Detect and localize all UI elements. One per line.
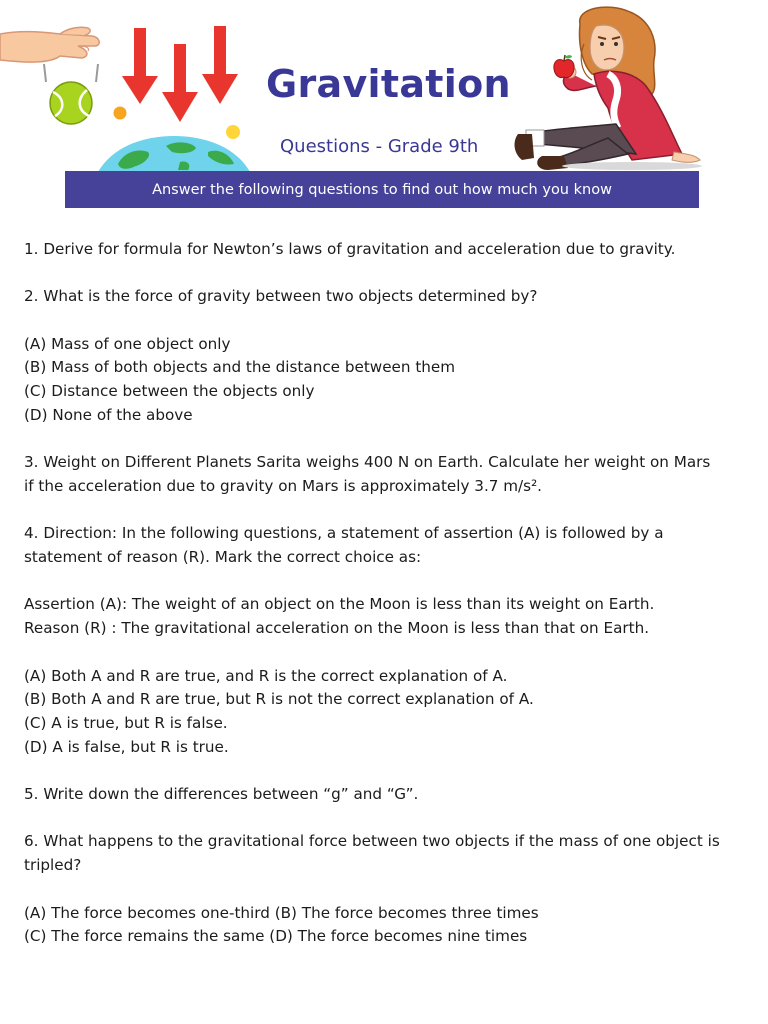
q4-reason: Reason (R) : The gravitational acceleration on the Moon is less than that on Earth. xyxy=(24,619,650,638)
down-arrow-icon xyxy=(160,44,200,126)
q2-option-c: (C) Distance between the objects only xyxy=(24,382,315,401)
question-list xyxy=(24,238,746,949)
q2-option-d: (D) None of the above xyxy=(24,405,193,424)
question-3-line-1: 3. Weight on Different Planets Sarita weighs 400 N on Earth. Calculate her weight on Mars xyxy=(24,453,711,472)
q6-options-row-1: (A) The force becomes one-third (B) The force becomes three times xyxy=(24,903,539,922)
question-2: 2. What is the force of gravity between two objects determined by? xyxy=(24,287,538,306)
q2-option-a: (A) Mass of one object only xyxy=(24,334,231,353)
question-6-line-1: 6. What happens to the gravitational force between two objects if the mass of one object is xyxy=(24,832,720,851)
apple-icon xyxy=(552,54,576,80)
hand-icon xyxy=(0,14,110,66)
down-arrow-icon xyxy=(200,26,240,108)
question-4-line-1: 4. Direction: In the following questions, a statement of assertion (A) is followed by a xyxy=(24,524,664,543)
q4-option-a: (A) Both A and R are true, and R is the correct explanation of A. xyxy=(24,666,508,685)
q2-option-b: (B) Mass of both objects and the distance between them xyxy=(24,358,456,377)
instruction-banner: Answer the following questions to find out how much you know xyxy=(65,171,699,208)
question-5: 5. Write down the differences between “g” and “G”. xyxy=(24,785,419,804)
down-arrow-icon xyxy=(120,28,160,108)
page-subtitle: Questions - Grade 9th xyxy=(280,136,479,157)
q4-option-b: (B) Both A and R are true, but R is not the correct explanation of A. xyxy=(24,690,534,709)
q4-option-d: (D) A is false, but R is true. xyxy=(24,737,229,756)
q6-options-row-2: (C) The force remains the same (D) The force becomes nine times xyxy=(24,927,528,946)
question-3-line-2: if the acceleration due to gravity on Mars is approximately 3.7 m/s². xyxy=(24,476,542,495)
tennis-ball-icon xyxy=(47,80,95,126)
question-6-line-2: tripled? xyxy=(24,856,82,875)
page-title: Gravitation xyxy=(266,62,511,106)
header xyxy=(0,0,768,215)
newton-character-icon xyxy=(512,4,708,172)
q4-option-c: (C) A is true, but R is false. xyxy=(24,713,228,732)
earth-icon xyxy=(96,134,252,172)
q4-assertion: Assertion (A): The weight of an object on the Moon is less than its weight on Earth. xyxy=(24,595,655,614)
question-1: 1. Derive for formula for Newton’s laws of gravitation and acceleration due to gravity. xyxy=(24,240,676,258)
question-4-line-2: statement of reason (R). Mark the correct choice as: xyxy=(24,548,422,567)
